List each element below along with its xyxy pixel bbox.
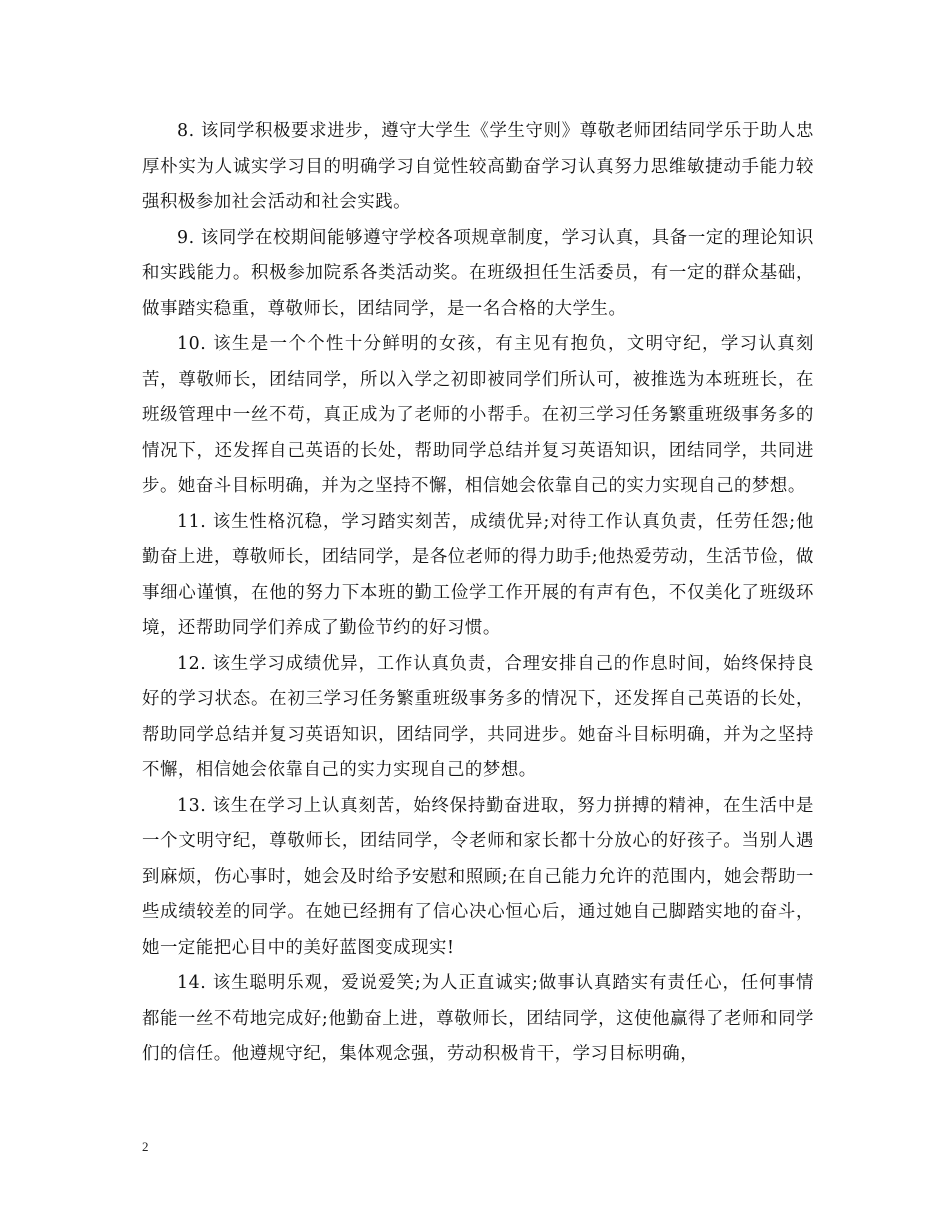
paragraph-9: 9. 该同学在校期间能够遵守学校各项规章制度，学习认真，具备一定的理论知识和实践能力。积极参加院系各类活动奖。在班级担任生活委员，有一定的群众基础，做事踏实稳重，尊敬师长，团结同学，是一名合格的大学生。 bbox=[142, 227, 814, 319]
paragraph-10: 10. 该生是一个个性十分鲜明的女孩，有主见有抱负，文明守纪，学习认真刻苦，尊敬师长，团结同学，所以入学之初即被同学们所认可，被推选为本班班长，在班级管理中一丝不苟，真正成为了老师的小帮手。在初三学习任务繁重班级事务多的情况下，还发挥自己英语的长处，帮助同学总结并复习英语知识，团结同学，共同进步。她奋斗目标明确，并为之坚持不懈，相信她会依靠自己的实力实现自己的梦想。 bbox=[142, 334, 814, 496]
paragraph-8: 8. 该同学积极要求进步，遵守大学生《学生守则》尊敬老师团结同学乐于助人忠厚朴实为人诚实学习目的明确学习自觉性较高勤奋学习认真努力思维敏捷动手能力较强积极参加社会活动和社会实践。 bbox=[142, 121, 814, 212]
paragraph-14: 14. 该生聪明乐观，爱说爱笑;为人正直诚实;做事认真踏实有责任心，任何事情都能一丝不苟地完成好;他勤奋上进，尊敬师长，团结同学，这使他赢得了老师和同学们的信任。他遵规守纪，集体观念强，劳动积极肯干，学习目标明确， bbox=[142, 973, 814, 1064]
paragraph-11: 11. 该生性格沉稳，学习踏实刻苦，成绩优异;对待工作认真负责，任劳任怨;他勤奋上进，尊敬师长，团结同学，是各位老师的得力助手;他热爱劳动，生活节俭，做事细心谨慎，在他的努力下本班的勤工俭学工作开展的有声有色，不仅美化了班级环境，还帮助同学们养成了勤俭节约的好习惯。 bbox=[142, 511, 814, 638]
paragraph-13: 13. 该生在学习上认真刻苦，始终保持勤奋进取，努力拼搏的精神，在生活中是一个文明守纪，尊敬师长，团结同学，令老师和家长都十分放心的好孩子。当别人遇到麻烦，伤心事时，她会及时给予安慰和照顾;在自己能力允许的范围内，她会帮助一些成绩较差的同学。在她已经拥有了信心决心恒心后，通过她自己脚踏实地的奋斗，她一定能把心目中的美好蓝图变成现实! bbox=[142, 795, 814, 958]
paragraph-12: 12. 该生学习成绩优异，工作认真负责，合理安排自己的作息时间，始终保持良好的学习状态。在初三学习任务繁重班级事务多的情况下，还发挥自己英语的长处，帮助同学总结并复习英语知识，团结同学，共同进步。她奋斗目标明确，并为之坚持不懈，相信她会依靠自己的实力实现自己的梦想。 bbox=[142, 653, 814, 780]
document-body bbox=[142, 114, 814, 1073]
page-number: 2 bbox=[142, 1139, 149, 1154]
